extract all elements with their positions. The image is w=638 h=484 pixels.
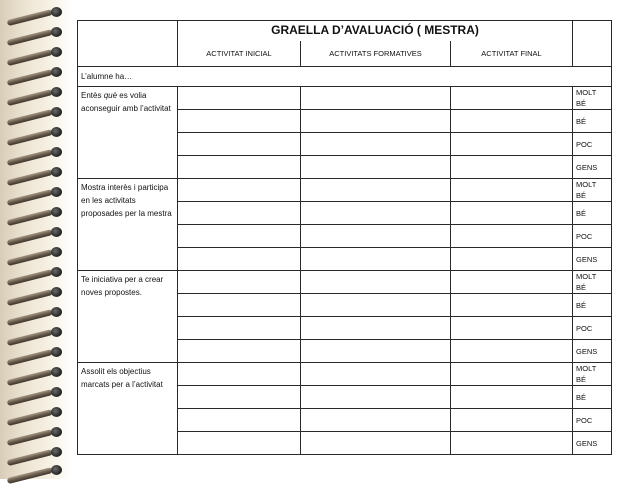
grade-cell[interactable] [451,432,573,455]
header-corner-cell [78,41,178,67]
rating-label: GENS [573,248,612,271]
binding-ring-icon [6,286,68,298]
binding-ring-icon [6,26,68,38]
rating-label: POC [573,409,612,432]
grade-cell[interactable] [451,363,573,386]
grade-cell[interactable] [178,248,301,271]
criterion-label: Entès què es volia aconseguir amb l’activitat [78,87,178,179]
grade-cell[interactable] [451,340,573,363]
criterion-label: Te iniciativa per a crear noves propostes. [78,271,178,363]
rating-label: BÉ [573,294,612,317]
grade-cell[interactable] [451,248,573,271]
column-header-formative: ACTIVITATS FORMATIVES [301,41,451,67]
grade-cell[interactable] [301,294,451,317]
binding-ring-icon [6,426,68,438]
grade-cell[interactable] [451,409,573,432]
criterion-label: Mostra interès i participa en les activitats proposades per la mestra [78,179,178,271]
rating-label: POC [573,225,612,248]
rating-label: POC [573,133,612,156]
grade-cell[interactable] [178,202,301,225]
column-header-initial: ACTIVITAT INICIAL [178,41,301,67]
grade-cell[interactable] [301,271,451,294]
grade-cell[interactable] [451,386,573,409]
binding-ring-icon [6,406,68,418]
binding-ring-icon [6,386,68,398]
binding-ring-icon [6,446,68,458]
grade-cell[interactable] [178,156,301,179]
grade-cell[interactable] [301,340,451,363]
binding-ring-icon [6,86,68,98]
grade-cell[interactable] [178,340,301,363]
rating-label: GENS [573,340,612,363]
grade-cell[interactable] [451,225,573,248]
grade-cell[interactable] [301,432,451,455]
grade-cell[interactable] [451,156,573,179]
rating-label: MOLT BÉ [573,363,612,386]
binding-ring-icon [6,306,68,318]
grade-cell[interactable] [301,225,451,248]
rating-label: MOLT BÉ [573,179,612,202]
binding-ring-icon [6,166,68,178]
grade-cell[interactable] [178,87,301,110]
grade-cell[interactable] [178,432,301,455]
rating-label: BÉ [573,386,612,409]
rating-label: MOLT BÉ [573,87,612,110]
grade-cell[interactable] [301,363,451,386]
binding-ring-icon [6,46,68,58]
evaluation-grid [77,20,612,455]
binding-ring-icon [6,226,68,238]
binding-ring-icon [6,66,68,78]
grade-cell[interactable] [301,248,451,271]
grade-cell[interactable] [301,110,451,133]
binding-ring-icon [6,346,68,358]
binding-ring-icon [6,326,68,338]
grade-cell[interactable] [178,409,301,432]
binding-ring-icon [6,206,68,218]
grade-cell[interactable] [451,202,573,225]
grade-cell[interactable] [301,87,451,110]
grade-cell[interactable] [301,133,451,156]
grade-cell[interactable] [178,110,301,133]
grade-cell[interactable] [451,294,573,317]
binding-ring-icon [6,106,68,118]
binding-ring-icon [6,6,68,18]
spiral-binding [0,0,72,479]
grade-cell[interactable] [451,110,573,133]
rating-label: BÉ [573,110,612,133]
rating-label: GENS [573,156,612,179]
header-corner-cell [78,21,178,41]
grid-title: GRAELLA D’AVALUACIÓ ( MESTRA) [178,21,573,41]
grade-cell[interactable] [301,386,451,409]
grade-cell[interactable] [301,179,451,202]
grade-cell[interactable] [178,386,301,409]
rating-label: MOLT BÉ [573,271,612,294]
binding-ring-icon [6,186,68,198]
grade-cell[interactable] [178,271,301,294]
grade-cell[interactable] [451,271,573,294]
binding-ring-icon [6,266,68,278]
grade-cell[interactable] [178,317,301,340]
binding-ring-icon [6,366,68,378]
grade-cell[interactable] [451,133,573,156]
grade-cell[interactable] [178,179,301,202]
grade-cell[interactable] [178,363,301,386]
grade-cell[interactable] [178,294,301,317]
grade-cell[interactable] [178,133,301,156]
header-rating-corner-cell [573,21,612,67]
binding-ring-icon [6,146,68,158]
grade-cell[interactable] [451,87,573,110]
rating-label: BÉ [573,202,612,225]
grade-cell[interactable] [301,202,451,225]
binding-ring-icon [6,246,68,258]
grade-cell[interactable] [451,179,573,202]
criterion-label: Assolit els objectius marcats per a l’activitat [78,363,178,455]
intro-row: L’alumne ha… [78,67,612,87]
binding-ring-icon [6,464,68,476]
grade-cell[interactable] [178,225,301,248]
column-header-final: ACTIVITAT FINAL [451,41,573,67]
grade-cell[interactable] [301,317,451,340]
grade-cell[interactable] [301,409,451,432]
grade-cell[interactable] [301,156,451,179]
grade-cell[interactable] [451,317,573,340]
binding-ring-icon [6,126,68,138]
rating-label: POC [573,317,612,340]
rating-label: GENS [573,432,612,455]
